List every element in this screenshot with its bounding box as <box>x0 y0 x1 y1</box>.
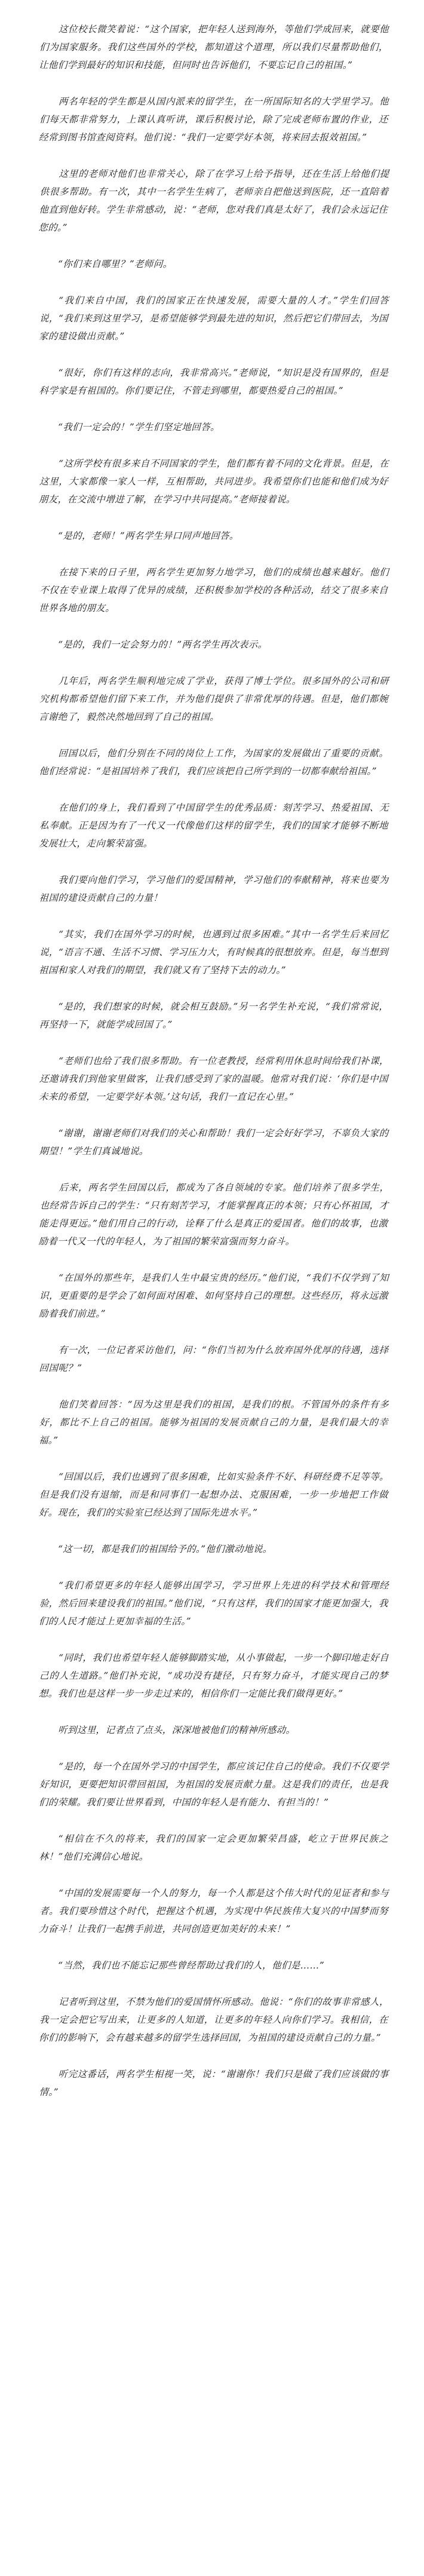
paragraph: 几年后，两名学生顺利地完成了学业，获得了博士学位。很多国外的公司和研究机构都希望他们留下来工作，并为他们提供了非常优厚的待遇。但是，他们都婉言谢绝了，毅然决然地回到了自己的祖国。 <box>38 676 389 722</box>
paragraph: 在接下来的日子里，两名学生更加努力地学习，他们的成绩也越来越好。他们不仅在专业课上取得了优异的成绩，还积极参加学校的各种活动，结交了很多来自世界各地的朋友。 <box>38 567 389 614</box>
paragraph: “是的，我们想家的时候，就会相互鼓励。”另一名学生补充说，“我们常常说，再坚持一下，就能学成回国了。” <box>39 1001 389 1030</box>
paragraph: “同时，我们也希望年轻人能够脚踏实地，从小事做起，一步一个脚印地走好自己的人生道路。”他们补充说，“成功没有捷径，只有努力奋斗，才能实现自己的梦想。我们也是这样一步一步走过来的，相信你们一定能比我们做得更好。” <box>38 1652 389 1699</box>
paragraph: “这一切，都是我们的祖国给予的。”他们激动地说。 <box>57 1544 273 1554</box>
paragraph: 两名年轻的学生都是从国内派来的留学生，在一所国际知名的大学里学习。他们每天都非常努力，上课认真听讲，课后积极讨论，除了完成老师布置的作业，还经常到图书馆查阅资料。他们说：“我们一定要学好本领，将来回去报效祖国。” <box>38 96 389 143</box>
paragraph: 我们要向他们学习，学习他们的爱国精神，学习他们的奉献精神，将来也要为祖国的建设贡献自己的力量！ <box>39 875 389 903</box>
paragraph: “是的，我们一定会努力的！”两名学生再次表示。 <box>57 639 268 650</box>
paragraph: 回国以后，他们分别在不同的岗位上工作，为国家的发展做出了重要的贡献。他们经常说：“是祖国培养了我们，我们应该把自己所学到的一切都奉献给祖国。” <box>39 748 389 777</box>
paragraph: “谢谢，谢谢老师们对我们的关心和帮助！我们一定会好好学习，不辜负大家的期望！”学生们真诚地说。 <box>39 1128 389 1157</box>
paragraph: 听到这里，记者点了点头，深深地被他们的精神所感动。 <box>57 1725 296 1735</box>
paragraph: 这位校长微笑着说：“这个国家，把年轻人送到海外，等他们学成回来，就要他们为国家服务。我们这些国外的学校，都知道这个道理，所以我们尽量帮助他们，让他们学到最好的知识和技能，但同时也告诉他们，不要忘记自己的祖国。” <box>38 24 389 70</box>
paragraph: “我们来自中国，我们的国家正在快速发展，需要大量的人才。”学生们回答说，“我们来到这里学习，是希望能够学到最先进的知识，然后把它们带回去，为国家的建设做出贡献。” <box>38 295 389 342</box>
paragraph: “是的，老师！”两名学生异口同声地回答。 <box>57 530 239 541</box>
paragraph: “其实，我们在国外学习的时候，也遇到过很多困难。”其中一名学生后来回忆说，“语言不通、生活不习惯、学习压力大，有时候真的很想放弃。但是，每当想到祖国和家人对我们的期望，我们就又有了坚持下去的动力。” <box>38 929 389 976</box>
paragraph: 有一次，一位记者采访他们，问：“你们当初为什么放弃国外优厚的待遇，选择回国呢？” <box>39 1345 389 1373</box>
paragraph: “在国外的那些年，是我们人生中最宝贵的经历。”他们说，“我们不仅学到了知识，更重要的是学会了如何面对困难、如何坚持自己的理想。这些经历，将永远激励着我们前进。” <box>38 1272 389 1319</box>
paragraph: “这所学校有很多来自不同国家的学生，他们都有着不同的文化背景。但是，在这里，大家都像一家人一样，互相帮助，共同进步。我希望你们也能和他们成为好朋友，在交流中增进了解，在学习中共同提高。”老师接着说。 <box>38 458 389 505</box>
paragraph: “你们来自哪里？”老师问。 <box>57 259 173 269</box>
paragraph: 这里的老师对他们也非常关心，除了在学习上给予指导，还在生活上给他们提供很多帮助。有一次，其中一名学生生病了，老师亲自把他送到医院，还一直陪着他直到他好转。学生非常感动，说：“老师，您对我们真是太好了，我们会永远记住您的。” <box>38 168 389 233</box>
paragraph: 听完这番话，两名学生相视一笑，说：“谢谢你！我们只是做了我们应该做的事情。” <box>39 2069 389 2097</box>
paragraph: “回国以后，我们也遇到了很多困难，比如实验条件不好、科研经费不足等等。但是我们没有退缩，而是和同事们一起想办法、克服困难，一步一步地把工作做好。现在，我们的实验室已经达到了国际先进水平。” <box>38 1471 389 1518</box>
paragraph: “我们希望更多的年轻人能够出国学习，学习世界上先进的科学技术和管理经验，然后回来建设我们的祖国。”他们说，“只有这样，我们的国家才能更加强大，我们的人民才能过上更加幸福的生活。” <box>38 1580 389 1627</box>
paragraph: “中国的发展需要每一个人的努力，每一个人都是这个伟大时代的见证者和参与者。我们要珍惜这个时代，把握这个机遇，为实现中华民族伟大复兴的中国梦而努力奋斗！让我们一起携手前进，共同创造更加美好的未来！” <box>38 1888 389 1934</box>
paragraph: “我们一定会的！”学生们坚定地回答。 <box>57 422 220 433</box>
paragraph: “相信在不久的将来，我们的国家一定会更加繁荣昌盛，屹立于世界民族之林！”他们充满信心地说。 <box>39 1833 389 1862</box>
paragraph: 后来，两名学生回国以后，都成为了各自领域的专家。他们培养了很多学生，也经常告诉自己的学生：“只有刻苦学习，才能掌握真正的本领；只有心怀祖国，才能走得更远。”他们用自己的行动，诠释了什么是真正的爱国者。他们的故事，也激励着一代又一代的年轻人，为了祖国的繁荣富强而努力奋斗。 <box>38 1182 389 1247</box>
paragraph: “老师们也给了我们很多帮助。有一位老教授，经常利用休息时间给我们补课，还邀请我们到他家里做客，让我们感受到了家的温暖。他常对我们说：‘你们是中国未来的希望，一定要学好本领。’这句话，我们一直记在心里。” <box>38 1056 389 1102</box>
paragraph: “当然，我们也不能忘记那些曾经帮助过我们的人，他们是……” <box>57 1960 325 1971</box>
paragraph: 记者听到这里，不禁为他们的爱国情怀所感动。他说：“你们的故事非常感人，我一定会把它写出来，让更多的人知道，让更多的年轻人向你们学习。我相信，在你们的影响下，会有越来越多的留学生选择回国，为祖国的建设贡献自己的力量。” <box>38 1997 389 2043</box>
paragraph: 在他们的身上，我们看到了中国留学生的优秀品质：刻苦学习、热爱祖国、无私奉献。正是因为有了一代又一代像他们这样的留学生，我们的国家才能够不断地发展壮大，走向繁荣富强。 <box>38 802 389 849</box>
paragraph: 他们笑着回答：“因为这里是我们的祖国，是我们的根。不管国外的条件有多好，都比不上自己的祖国。能够为祖国的发展贡献自己的力量，是我们最大的幸福。” <box>38 1399 389 1446</box>
paragraph: “是的，每一个在国外学习的中国学生，都应该记住自己的使命。我们不仅要学好知识，更要把知识带回祖国，为祖国的发展贡献力量。这是我们的责任，也是我们的荣耀。我们要让世界看到，中国的年轻人是有能力、有担当的！” <box>38 1761 389 1808</box>
paragraph: “很好，你们有这样的志向，我非常高兴。”老师说，“知识是没有国界的，但是科学家是有祖国的。你们要记住，不管走到哪里，都要热爱自己的祖国。” <box>39 367 389 396</box>
